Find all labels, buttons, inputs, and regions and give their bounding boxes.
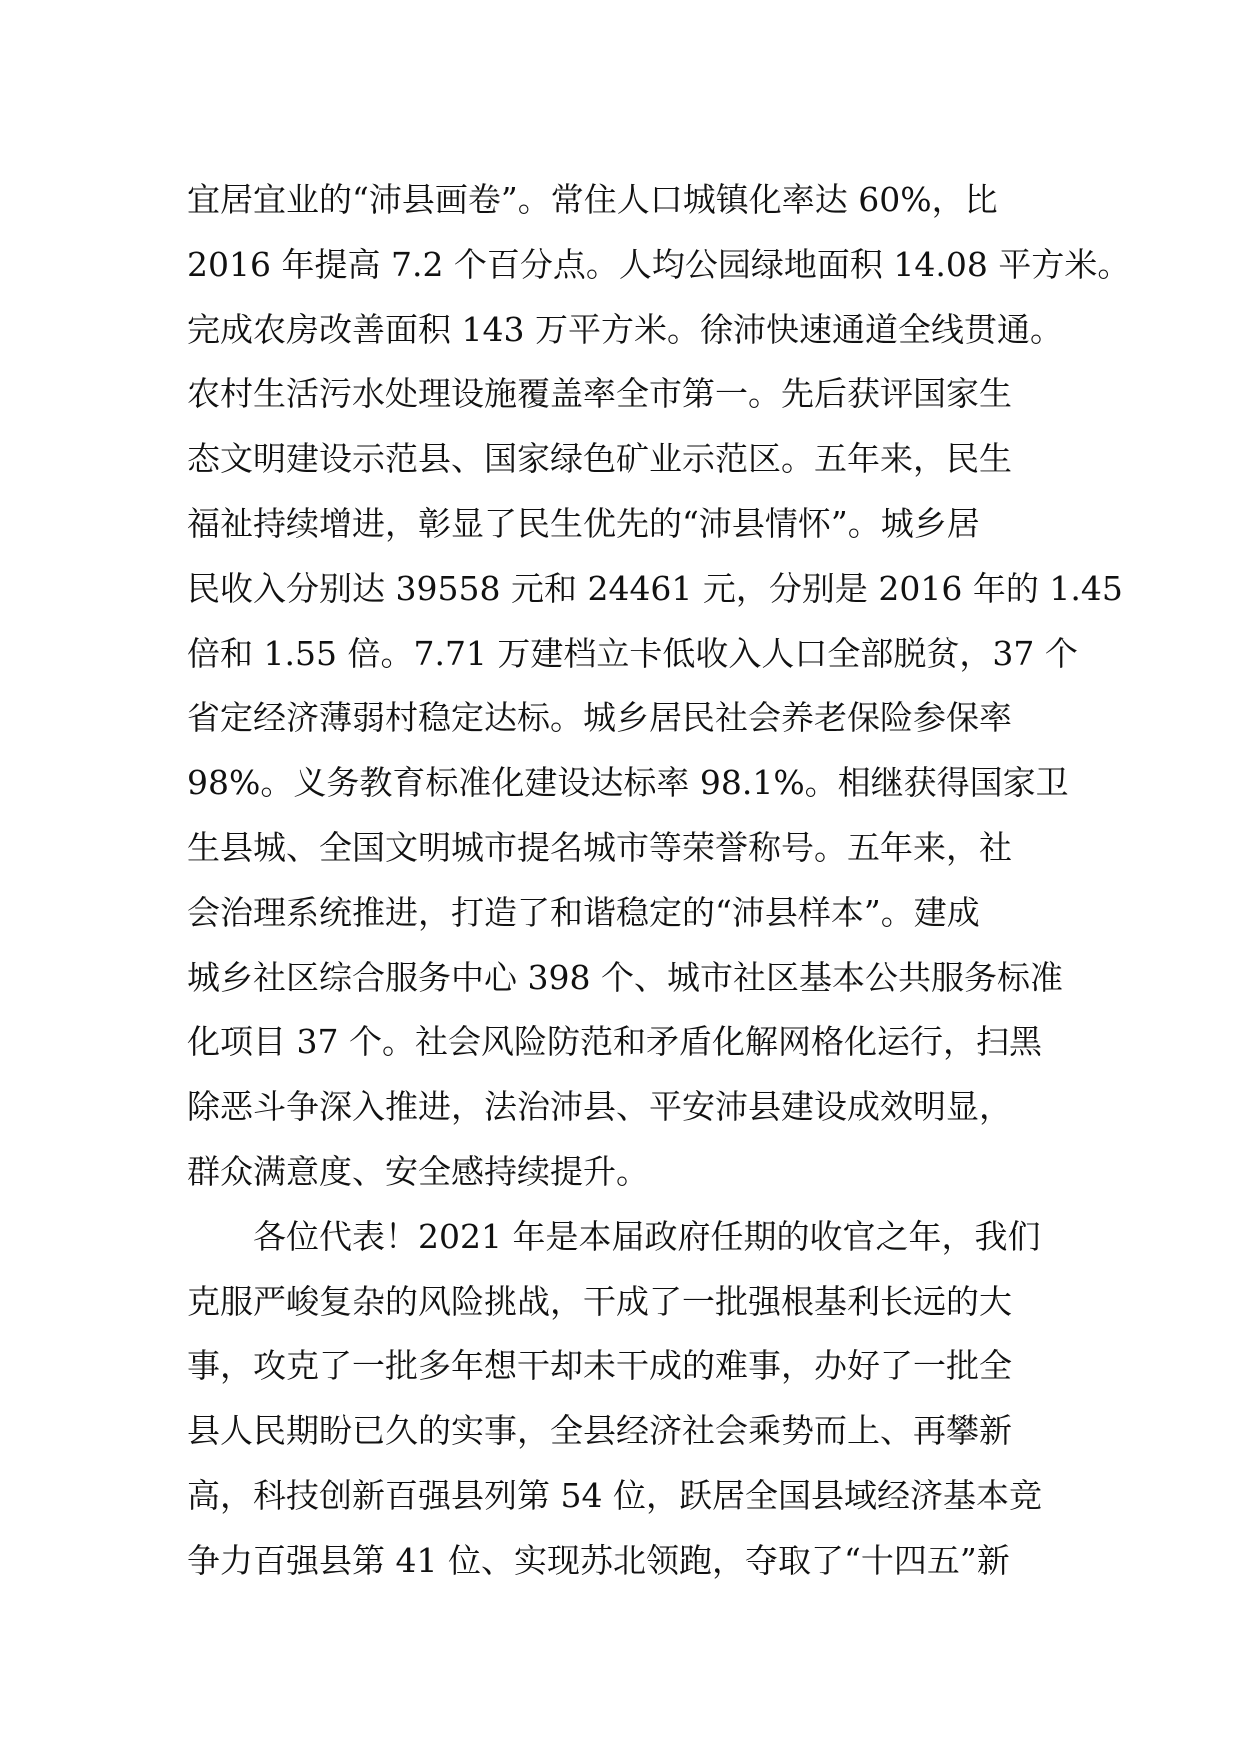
text-line: 农村生活污水处理设施覆盖率全市第一。先后获评国家生 (187, 374, 1012, 414)
text-line: 民收入分别达 39558 元和 24461 元，分别是 2016 年的 1.45 (187, 568, 1123, 608)
text-line: 克服严峻复杂的风险挑战，干成了一批强根基利长远的大 (187, 1281, 1012, 1321)
text-line: 态文明建设示范县、国家绿色矿业示范区。五年来，民生 (187, 439, 1012, 479)
text-line: 福祉持续增进，彰显了民生优先的“沛县情怀”。城乡居 (187, 503, 980, 543)
text-line: 会治理系统推进，打造了和谐稳定的“沛县样本”。建成 (187, 892, 980, 932)
text-line: 城乡社区综合服务中心 398 个、城市社区基本公共服务标准 (187, 957, 1063, 997)
text-line: 县人民期盼已久的实事，全县经济社会乘势而上、再攀新 (187, 1411, 1012, 1451)
text-line: 完成农房改善面积 143 万平方米。徐沛快速通道全线贯通。 (187, 309, 1063, 349)
text-line: 化项目 37 个。社会风险防范和矛盾化解网格化运行，扫黑 (187, 1022, 1042, 1062)
body-text (187, 168, 1131, 1594)
text-line: 省定经济薄弱村稳定达标。城乡居民社会养老保险参保率 (187, 698, 1012, 738)
text-line: 生县城、全国文明城市提名城市等荣誉称号。五年来，社 (187, 827, 1012, 867)
text-line: 98%。义务教育标准化建设达标率 98.1%。相继获得国家卫 (187, 763, 1069, 803)
text-line: 群众满意度、安全感持续提升。 (187, 1151, 649, 1191)
text-line: 倍和 1.55 倍。7.71 万建档立卡低收入人口全部脱贫，37 个 (187, 633, 1078, 673)
text-line: 事，攻克了一批多年想干却未干成的难事，办好了一批全 (187, 1346, 1012, 1386)
text-line: 争力百强县第 41 位、实现苏北领跑，夺取了“十四五”新 (187, 1540, 1010, 1580)
text-line: 宜居宜业的“沛县画卷”。常住人口城镇化率达 60%，比 (187, 180, 998, 219)
text-line: 除恶斗争深入推进，法治沛县、平安沛县建设成效明显， (187, 1087, 1012, 1127)
text-line: 各位代表！2021 年是本届政府任期的收官之年，我们 (187, 1216, 1041, 1256)
text-line: 2016 年提高 7.2 个百分点。人均公园绿地面积 14.08 平方米。 (187, 244, 1131, 284)
text-line: 高，科技创新百强县列第 54 位，跃居全国县域经济基本竞 (187, 1475, 1042, 1515)
